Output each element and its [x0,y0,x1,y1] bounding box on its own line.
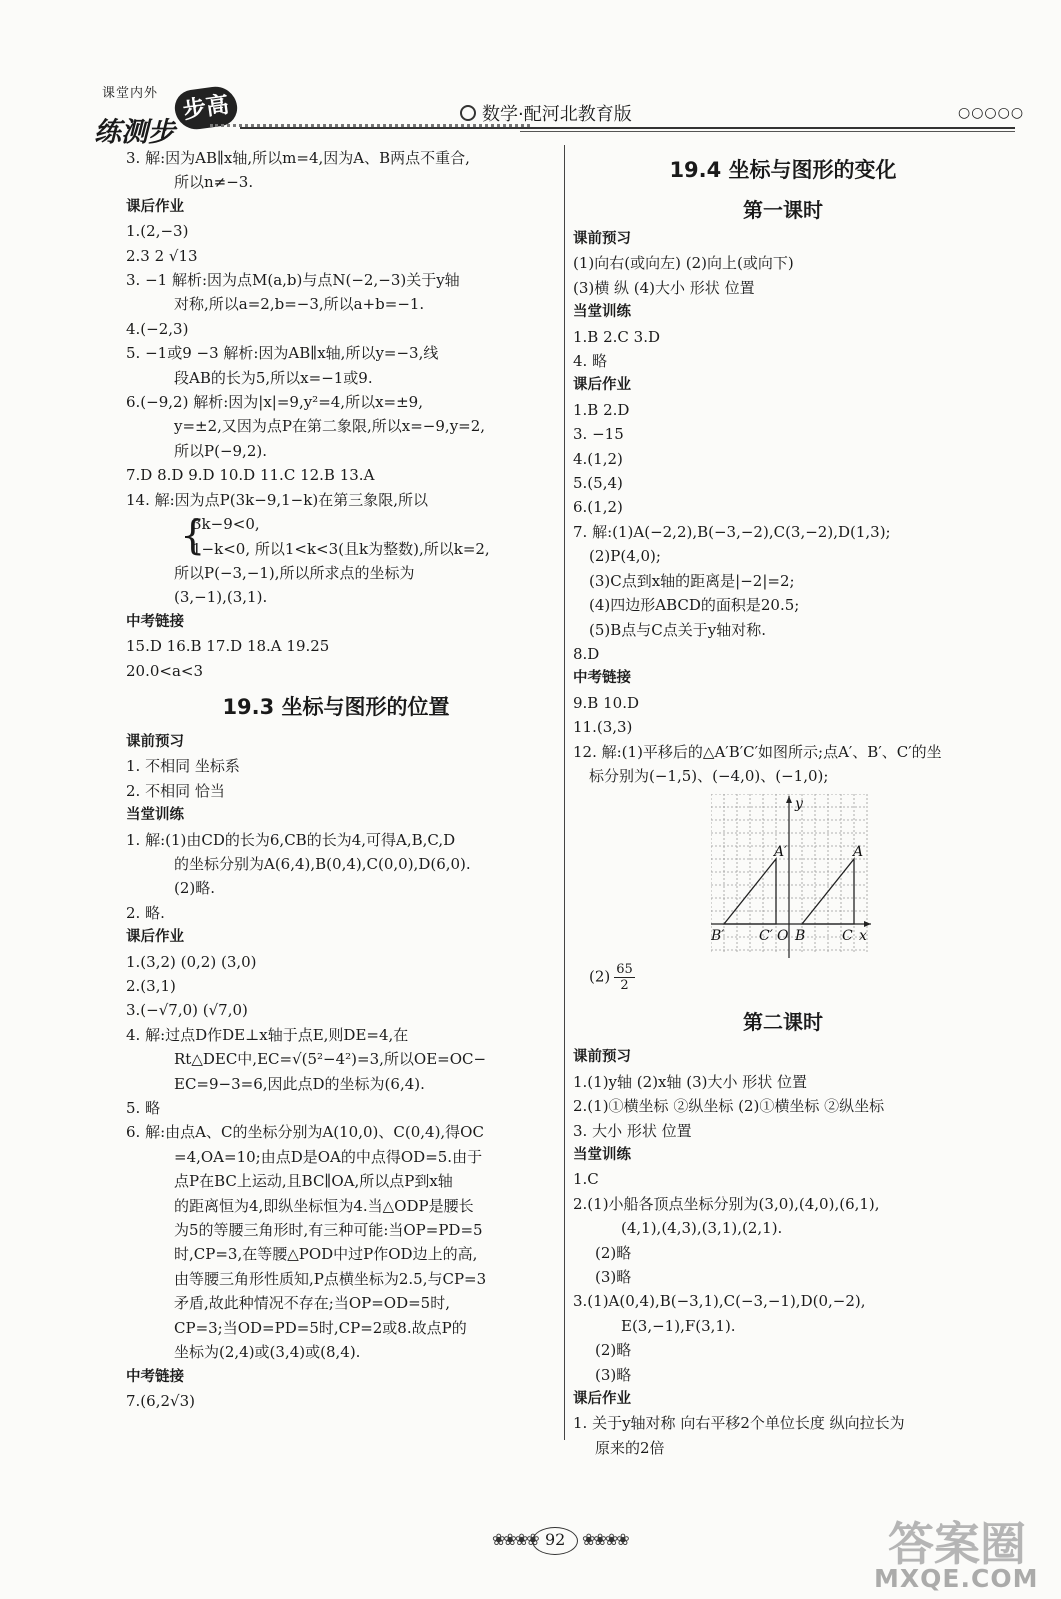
column-divider [564,145,565,1440]
answer-line: 3.(1)A(0,4),B(−3,1),C(−3,−1),D(0,−2), [573,1292,866,1311]
label-x: x [859,928,867,945]
answer-line: 6.(1,2) [573,498,623,517]
answer-line: 原来的2倍 [595,1438,665,1457]
subheading: 课前预习 [573,231,631,247]
answer-line: 1.(3,2) (0,2) (3,0) [126,952,257,971]
answer-line: 的坐标分别为A(6,4),B(0,4),C(0,0),D(6,0). [174,854,471,873]
answer-line: 3. −15 [573,425,624,444]
answer-line: (1)向右(或向左) (2)向上(或向下) [573,254,794,273]
subject-mark-icon [460,105,476,121]
footer-ornament-left-icon: ❀❀❀❀ [492,1530,538,1549]
subheading: 中考链接 [126,613,184,630]
answer-line: 对称,所以a=2,b=−3,所以a+b=−1. [174,295,425,314]
subheading: 课前预习 [126,733,184,750]
answer-line: 1.(2,−3) [126,222,189,241]
label-c-prime: C′ [759,928,773,945]
logo-badge: 步高 [173,84,240,132]
answer-line: 时,CP=3,在等腰△POD中过P作OD边上的高, [174,1245,478,1264]
label-a-prime: A′ [774,844,788,861]
answer-line: y=±2,又因为点P在第二象限,所以x=−9,y=2, [174,417,486,436]
answer-line: 15.D 16.B 17.D 18.A 19.25 [126,637,330,656]
subheading: 课后作业 [126,929,184,946]
answer-line: 2. 略. [126,903,165,922]
header-rule [240,127,1015,129]
answer-line: 3k−9<0, [192,515,260,534]
footer-ornament-right-icon: ❀❀❀❀ [582,1530,628,1549]
page-header [0,0,1061,150]
subheading: 课后作业 [573,377,631,394]
answer-line: =4,OA=10;由点D是OA的中点得OD=5.由于 [174,1147,483,1166]
page-number: 92 [545,1530,566,1549]
answer-line: 点P在BC上运动,且BC∥OA,所以点P到x轴 [174,1172,453,1191]
answer-line: 5. −1或9 −3 解析:因为AB∥x轴,所以y=−3,线 [126,344,439,363]
answer-line: 7.(6,2√3) [126,1391,195,1410]
section-title: 19.4 坐标与图形的变化 [669,158,897,182]
subheading: 当堂训练 [126,807,184,824]
answer-line: 所以P(−9,2). [174,441,267,460]
answer-line: (5)B点与C点关于y轴对称. [589,620,766,639]
answer-line: 5. 略 [126,1099,161,1118]
answer-line: 所以n≠−3. [174,173,254,192]
subheading: 当堂训练 [573,1146,631,1163]
watermark-url: MXQE.COM [874,1564,1039,1593]
answer-line: 2.3 2 √13 [126,246,198,265]
answer-line: 6.(−9,2) 解析:因为|x|=9,y²=4,所以x=±9, [126,393,423,412]
fraction-prefix: (2) [589,967,611,986]
translation-graph [711,794,873,958]
section-title: 19.3 坐标与图形的位置 [222,694,450,719]
answer-line: 20.0<a<3 [126,661,204,680]
subheading: 课前预习 [573,1049,631,1066]
subheading: 中考链接 [573,670,631,687]
answer-line: 为5的等腰三角形时,有三种可能:当OP=PD=5 [174,1221,483,1240]
answer-line: 7. 解:(1)A(−2,2),B(−3,−2),C(3,−2),D(1,3); [573,522,891,541]
answer-line: (2)略. [174,879,216,898]
answer-line: 1.(1)y轴 (2)x轴 (3)大小 形状 位置 [573,1072,808,1091]
answer-line: CP=3;当OD=PD=5时,CP=2或8.故点P的 [174,1318,467,1337]
answer-line: 1.B 2.D [573,400,630,419]
answer-line: 3. −1 解析:因为点M(a,b)与点N(−2,−3)关于y轴 [126,271,460,290]
subheading: 课后作业 [126,198,184,215]
left-column [126,146,546,1413]
header-dots: ○○○○○ [958,105,1025,121]
fraction-numerator: 65 [616,962,633,978]
answer-line: 11.(3,3) [573,718,633,737]
answer-line: 标分别为(−1,5)、(−4,0)、(−1,0); [589,766,829,785]
label-b-prime: B′ [711,928,725,945]
watermark [868,1508,1058,1598]
subheading: 中考链接 [126,1368,184,1385]
answer-line: 3.(−√7,0) (√7,0) [126,1001,248,1020]
right-column [573,146,993,1460]
answer-line: 4.(1,2) [573,449,623,468]
answer-line: 1. 关于y轴对称 向右平移2个单位长度 纵向拉长为 [573,1414,905,1433]
answer-line: 1.B 2.C 3.D [573,327,660,346]
answer-line: 1. 解:(1)由CD的长为6,CB的长为4,可得A,B,C,D [126,830,456,849]
logo-subtitle: 课堂内外 [102,86,159,101]
answer-line: 4. 略 [573,352,608,371]
answer-line: 2.(1)小船各顶点坐标分别为(3,0),(4,0),(6,1), [573,1194,880,1213]
fraction [614,962,635,993]
subheading: 当堂训练 [573,304,631,321]
answer-line: 1.C [573,1170,599,1189]
answer-line: 1. 不相同 坐标系 [126,757,240,776]
label-a: A [853,844,864,861]
subject-title [460,100,632,126]
answer-line: E(3,−1),F(3,1). [621,1316,736,1335]
answer-line: (3)C点到x轴的距离是|−2|=2; [589,571,795,590]
logo-title: 练测步 [94,117,175,148]
answer-line: 2. 不相同 恰当 [126,781,225,800]
answer-line: (4,1),(4,3),(3,1),(2,1). [621,1219,783,1238]
answer-line: EC=9−3=6,因此点D的坐标为(6,4). [174,1074,425,1093]
answer-line: 段AB的长为5,所以x=−1或9. [174,368,373,387]
fraction-denominator: 2 [620,978,629,994]
subject-text: 数学·配河北教育版 [482,104,632,125]
answer-line: 由等腰三角形性质知,P点横坐标为2.5,与CP=3 [174,1269,487,1288]
label-b: B [795,928,806,945]
answer-line: (4)四边形ABCD的面积是20.5; [589,596,800,615]
answer-line: 2.(3,1) [126,977,176,995]
answer-line: 的距离恒为4,即纵坐标恒为4.当△ODP是腰长 [174,1196,474,1215]
answer-line: 8.D [573,644,600,663]
answer-line: 3. 解:因为AB∥x轴,所以m=4,因为A、B两点不重合, [126,149,470,167]
answer-line: 所以P(−3,−1),所以所求点的坐标为 [174,563,415,582]
answer-line: Rt△DEC中,EC=√(5²−4²)=3,所以OE=OC− [174,1050,487,1069]
answer-line: (2)P(4,0); [589,547,661,566]
answer-line: 3. 大小 形状 位置 [573,1121,692,1140]
answer-line: (2)略 [595,1243,632,1262]
answer-line: 矛盾,故此种情况不存在;当OP=OD=5时, [174,1294,450,1313]
answer-line: 7.D 8.D 9.D 10.D 11.C 12.B 13.A [126,466,375,485]
answer-fraction-line [573,962,993,993]
answer-line: 4. 解:过点D作DE⊥x轴于点E,则DE=4,在 [126,1025,409,1044]
lesson-title: 第二课时 [743,1010,823,1035]
subheading: 课后作业 [573,1391,631,1408]
label-o: O [777,928,789,945]
answer-line: (3)略 [595,1365,632,1384]
y-axis-arrow-icon [786,796,792,803]
answer-line: 12. 解:(1)平移后的△A′B′C′如图所示;点A′、B′、C′的坐 [573,742,942,761]
label-y: y [795,796,803,813]
answer-line: 1−k<0, 所以1<k<3(且k为整数),所以k=2, [192,539,490,558]
x-axis-arrow-icon [864,921,871,927]
answer-line: 6. 解:由点A、C的坐标分别为A(10,0)、C(0,4),得OC [126,1123,484,1142]
answer-line: 9.B 10.D [573,693,639,712]
label-c: C [842,928,853,945]
answer-line: 2.(1)①横坐标 ②纵坐标 (2)①横坐标 ②纵坐标 [573,1097,885,1116]
answer-line: 5.(5,4) [573,474,623,493]
lesson-title: 第一课时 [743,198,823,222]
answer-line: (3)横 纵 (4)大小 形状 位置 [573,278,755,297]
answer-line: 14. 解:因为点P(3k−9,1−k)在第三象限,所以 [126,490,428,509]
header-rule-thin [520,131,1015,132]
watermark-logo: 答案圈 [888,1517,1026,1571]
answer-line: (3,−1),(3,1). [174,588,268,607]
translation-graph-svg [711,794,873,958]
answer-line: 坐标为(2,4)或(3,4)或(8,4). [174,1343,361,1362]
system-of-inequalities [126,512,546,561]
answer-line: 4.(−2,3) [126,319,189,338]
answer-line: (2)略 [595,1341,632,1360]
brace-symbol: { [180,513,206,560]
answer-line: (3)略 [595,1268,632,1286]
